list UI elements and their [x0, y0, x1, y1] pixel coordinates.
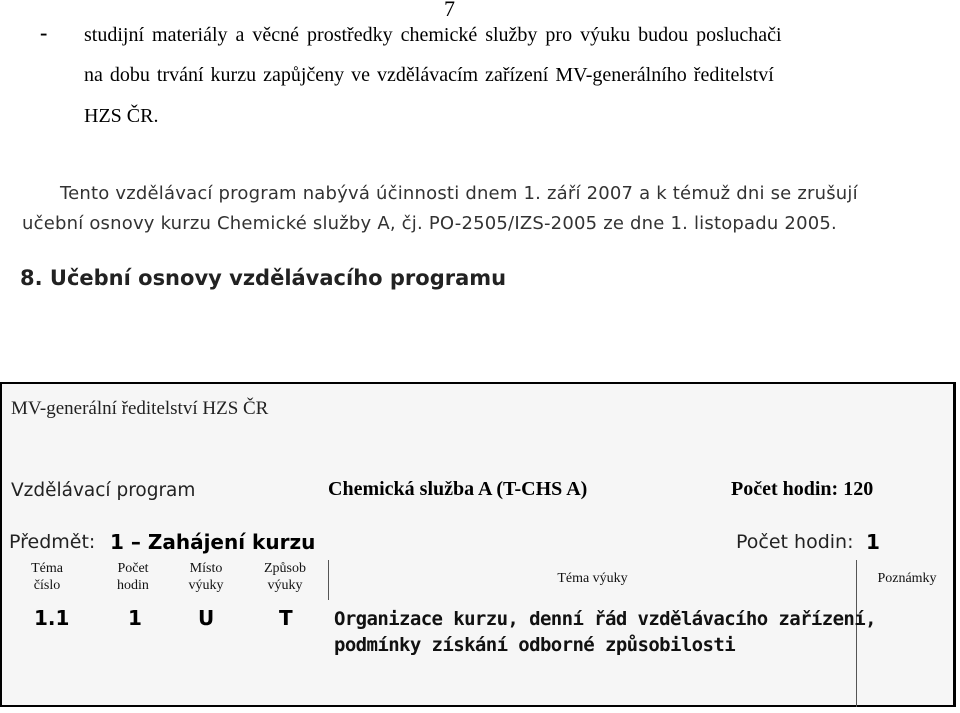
cell-method: T	[279, 606, 293, 630]
cell-hours: 1	[128, 606, 142, 630]
cell-topic	[334, 606, 876, 658]
bullet-marker: -	[40, 20, 48, 45]
program-name: Chemická služba A (T-CHS A)	[328, 478, 588, 500]
ministry-name: MV-generální ředitelství HZS ČR	[11, 398, 269, 419]
validity-paragraph-line: učební osnovy kurzu Chemické služby A, čj. PO-2505/IZS-2005 ze dne 1. listopadu 2005.	[22, 213, 837, 234]
validity-paragraph-line: Tento vzdělávací program nabývá účinnosti dnem 1. září 2007 a k témuž dni se zrušují	[60, 183, 858, 204]
column-header-topic: Téma výuky	[557, 571, 628, 586]
section-heading: 8. Učební osnovy vzdělávacího programu	[20, 266, 507, 290]
cell-topic-line: Organizace kurzu, denní řád vzdělávacího zařízení,	[334, 608, 876, 630]
column-header-topic-number: Téma číslo	[31, 561, 63, 593]
cell-place: U	[198, 606, 215, 630]
program-label: Vzdělávací program	[11, 480, 196, 501]
bullet-text-line: HZS ČR.	[84, 105, 159, 127]
program-hours: Počet hodin: 120	[731, 478, 874, 500]
subject-hours-label: Počet hodin:	[736, 531, 854, 553]
subject-label: Předmět:	[9, 531, 96, 553]
column-header-hours: Počet hodin	[117, 561, 149, 593]
subject-hours-value: 1	[866, 530, 880, 554]
bullet-text-line: studijní materiály a věcné prostředky chemické služby pro výuku budou posluchači	[84, 24, 782, 46]
column-header-method: Způsob výuky	[264, 561, 306, 593]
column-divider	[328, 560, 329, 600]
column-header-place: Místo výuky	[188, 561, 224, 593]
subject-name: 1 – Zahájení kurzu	[110, 530, 316, 554]
cell-topic-line: podmínky získání odborné způsobilosti	[334, 634, 736, 656]
bullet-text-line: na dobu trvání kurzu zapůjčeny ve vzdělávacím zařízení MV-generálního ředitelství	[84, 64, 774, 86]
page-number: 7	[444, 0, 455, 21]
column-header-notes: Poznámky	[877, 571, 937, 586]
cell-topic-number: 1.1	[34, 606, 70, 630]
